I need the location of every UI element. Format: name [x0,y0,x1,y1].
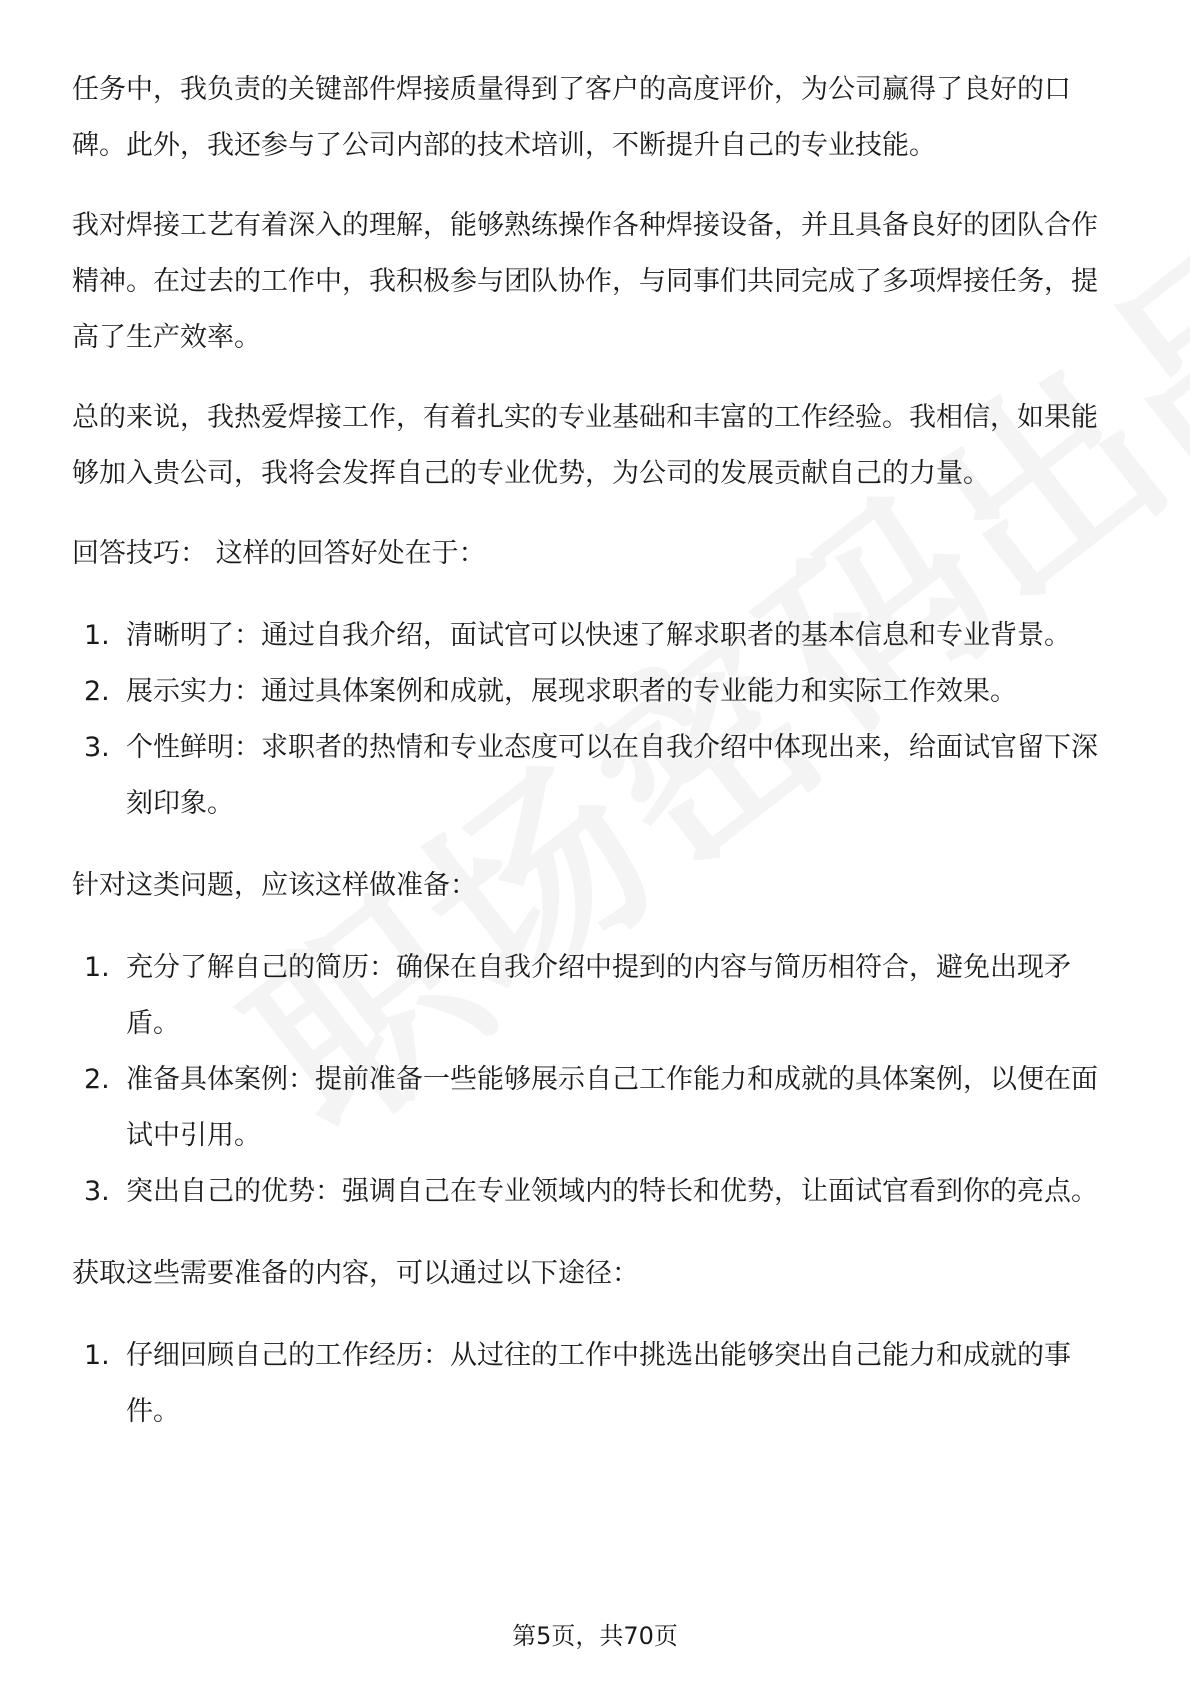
list-item-text: 准备具体案例：提前准备一些能够展示自己工作能力和成就的具体案例，以便在面试中引用。 [126,1064,1098,1151]
paragraph-2: 我对焊接工艺有着深入的理解，能够熟练操作各种焊接设备，并且具备良好的团队合作精神。在过去的工作中，我积极参与团队协作，与同事们共同完成了多项焊接任务，提高了生产效率。 [72,210,1098,353]
list-number: 1. [84,620,110,651]
prepare-list [72,940,1122,1220]
paragraph-1: 任务中，我负责的关键部件焊接质量得到了客户的高度评价，为公司赢得了良好的口碑。此外，我还参与了公司内部的技术培训，不断提升自己的专业技能。 [72,74,1071,161]
page-footer: 第5页，共70页 [512,1622,678,1650]
sources-list [72,1328,1122,1440]
list-item-text: 清晰明了：通过自我介绍，面试官可以快速了解求职者的基本信息和专业背景。 [126,620,1071,651]
tips-heading: 回答技巧： 这样的回答好处在于： [72,538,486,569]
sources-heading: 获取这些需要准备的内容，可以通过以下途径： [72,1258,639,1289]
list-item-text: 展示实力：通过具体案例和成就，展现求职者的专业能力和实际工作效果。 [126,676,1017,707]
list-item [72,664,1122,720]
list-number: 1. [84,952,110,983]
list-item [72,1052,1122,1164]
list-number: 3. [84,732,110,763]
list-item-text: 充分了解自己的简历：确保在自我介绍中提到的内容与简历相符合，避免出现矛盾。 [126,952,1071,1039]
list-number: 2. [84,1064,110,1095]
list-item-text: 仔细回顾自己的工作经历：从过往的工作中挑选出能够突出自己能力和成就的事件。 [126,1340,1071,1427]
list-number: 2. [84,676,110,707]
list-item [72,720,1122,832]
page-content [72,62,1122,1466]
list-item-text: 突出自己的优势：强调自己在专业领域内的特长和优势，让面试官看到你的亮点。 [126,1176,1098,1207]
list-number: 3. [84,1176,110,1207]
list-item [72,940,1122,1052]
tips-list [72,608,1122,832]
list-item [72,1164,1122,1220]
list-item [72,608,1122,664]
paragraph-3: 总的来说，我热爱焊接工作，有着扎实的专业基础和丰富的工作经验。我相信，如果能够加入贵公司，我将会发挥自己的专业优势，为公司的发展贡献自己的力量。 [72,402,1098,489]
list-item-text: 个性鲜明：求职者的热情和专业态度可以在自我介绍中体现出来，给面试官留下深刻印象。 [126,732,1098,819]
list-number: 1. [84,1340,110,1371]
list-item [72,1328,1122,1440]
prepare-heading: 针对这类问题，应该这样做准备： [72,870,477,901]
